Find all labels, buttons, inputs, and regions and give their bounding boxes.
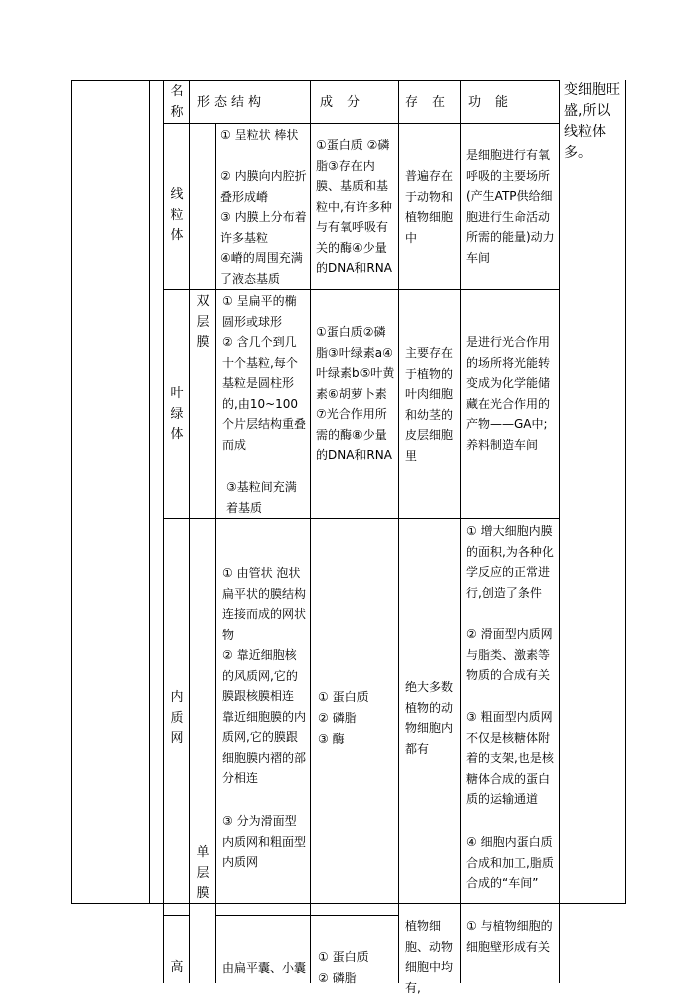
row-er-function-2: ② 滑面型内质网与脂类、激素等物质的合成有关: [466, 627, 553, 682]
row-er-function-3: ③ 粗面型内质网不仅是核糖体附着的支架,也是核糖体合成的蛋白质的运输通道: [466, 710, 554, 806]
frame-top-left: [71, 80, 164, 81]
row-mito-name: 线粒体: [170, 187, 184, 243]
row-mito-structure-4: ④嵴的周围充满了液态基质: [220, 251, 303, 286]
col-line-existence: [460, 80, 461, 983]
row-line-top: [163, 80, 559, 81]
row-er-composition-3: ③ 酶: [318, 732, 345, 746]
header-composition: 成分: [320, 95, 375, 110]
row-chloro-structure-2: ② 含几个到几十个基粒,每个基粒是圆柱形的,由10~100个片层结构重叠而成: [222, 335, 307, 452]
col-line-function: [559, 80, 560, 983]
row-golgi-structure: 由扁平囊、小囊: [222, 961, 307, 975]
row-er-function-1: ① 增大细胞内膜的面积,为各种化学反应的正常进行,创造了条件: [466, 524, 554, 600]
row-mito-structure-1: ① 呈粒状 棒状: [220, 128, 299, 142]
frame-inner-left-1: [149, 80, 150, 903]
side-col-right: [625, 80, 626, 903]
row-chloro-existence: 主要存在于植物的叶肉细胞和幼茎的皮层细胞里: [405, 346, 454, 463]
row-line-header: [163, 123, 559, 124]
row-chloro-function: 是进行光合作用的场所将光能转变成为化学能储藏在光合作用的产物——GA中;养料制造车间: [466, 335, 551, 452]
row-mito-existence: 普遍存在于动物和植物细胞中: [405, 169, 454, 245]
row-line-chloro: [163, 518, 559, 519]
membrane-double: 双层膜: [196, 294, 210, 350]
col-line-structure: [310, 80, 311, 983]
row-chloro-structure-3: ③基粒间充满着基质: [226, 480, 297, 515]
frame-bottom-line: [71, 903, 626, 904]
membrane-single: 单层膜: [196, 845, 210, 901]
row-line-er-b: [215, 915, 398, 916]
row-er-structure-1: ① 由管状 泡状 扁平状的膜结构连接而成的网状物: [222, 566, 307, 642]
header-existence: 存在: [405, 95, 460, 110]
row-golgi-composition-2: ② 磷脂: [318, 971, 357, 985]
row-line-er-a: [163, 915, 189, 916]
row-chloro-name: 叶绿体: [170, 386, 184, 442]
row-mito-function: 是细胞进行有氧呼吸的主要场所(产生ATP供给细胞进行生命活动所需的能量)动力车间: [466, 148, 555, 265]
header-name: 名称: [170, 84, 184, 120]
header-function: 功能: [468, 95, 523, 110]
col-line-membrane: [215, 123, 216, 983]
row-line-mito-b: [215, 289, 559, 290]
row-mito-composition: ①蛋白质 ②磷脂③存在内膜、基质和基粒中,有许多种与有氧呼吸有关的酶④少量的DNA和RNA: [316, 138, 392, 275]
row-chloro-composition: ①蛋白质②磷脂③叶绿素a④叶绿素b⑤叶黄素⑥胡萝卜素⑦光合作用所需的酶⑧少量的DNA和RNA: [316, 325, 395, 462]
col-line-composition: [398, 80, 399, 983]
row-er-structure-2: ② 靠近细胞核的风质网,它的膜跟核膜相连 靠近细胞膜的内质网,它的膜跟细胞膜内褶的部分相连: [222, 648, 307, 785]
row-golgi-composition-1: ① 蛋白质: [318, 950, 369, 964]
row-mito-structure-3: ③ 内膜上分布着许多基粒: [220, 210, 307, 245]
row-er-function-4: ④ 细胞内蛋白质合成和加工,脂质合成的“车间”: [466, 835, 554, 890]
col-line-name: [189, 80, 190, 983]
frame-inner-left-2: [163, 80, 164, 983]
row-er-existence: 绝大多数植物的动物细胞内都有: [405, 680, 454, 756]
row-er-structure-3: ③ 分为滑面型内质网和粗面型内质网: [222, 814, 307, 869]
header-structure: 形态结构: [197, 95, 266, 110]
row-mito-structure-2: ② 内膜向内腔折叠形成嵴: [220, 169, 307, 204]
row-er-name: 内质网: [170, 690, 184, 746]
row-er-composition-1: ① 蛋白质: [318, 690, 369, 704]
row-golgi-name: 高: [170, 960, 184, 975]
row-golgi-existence: 植物细胞、动物细胞中均有,: [405, 919, 454, 995]
row-chloro-structure-1: ① 呈扁平的椭圆形或球形: [222, 294, 297, 329]
frame-left-edge: [71, 80, 72, 903]
side-note: 变细胞旺盛,所以线粒体多。: [564, 82, 620, 161]
row-er-composition-2: ② 磷脂: [318, 711, 357, 725]
row-line-mito: [163, 289, 215, 290]
row-golgi-function: ① 与植物细胞的细胞壁形成有关: [466, 919, 553, 954]
